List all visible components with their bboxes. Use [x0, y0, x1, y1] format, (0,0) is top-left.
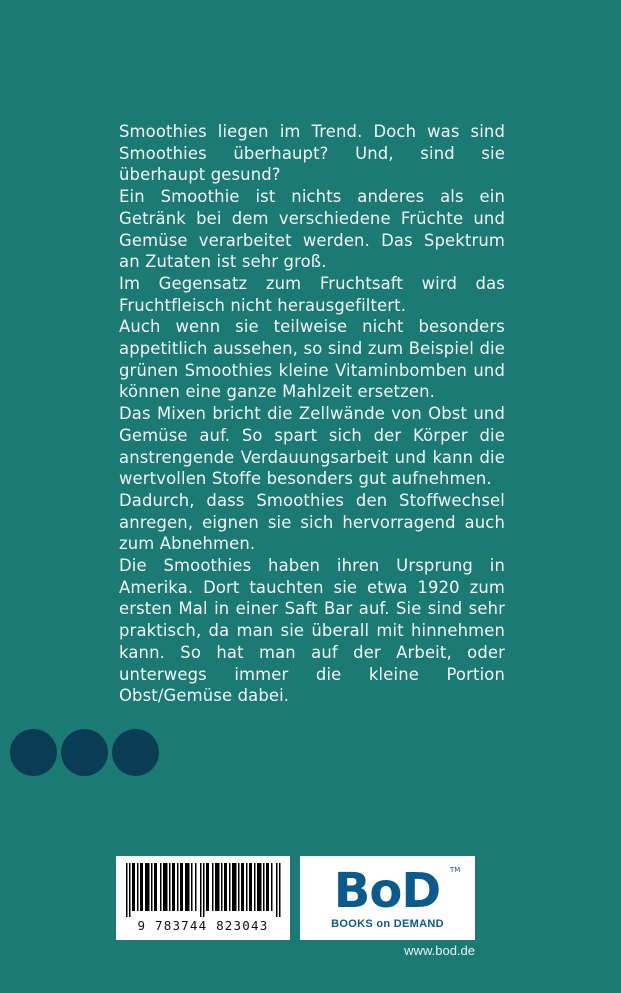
dot-shape [10, 729, 57, 776]
isbn-barcode [116, 856, 290, 940]
publisher-logo-box [300, 856, 475, 940]
isbn-number: 9 783744 823043 [137, 918, 269, 933]
publisher-logo: BoD [333, 863, 441, 919]
back-cover-blurb [119, 121, 505, 707]
publisher-tagline: BOOKS on DEMAND [331, 918, 444, 930]
blurb-paragraph: Smoothies liegen im Trend. Doch was sind Smoothies überhaupt? Und, sind sie überhaupt gesund? [119, 122, 505, 185]
blurb-paragraph: Dadurch, dass Smoothies den Stoffwechsel anregen, eignen sie sich hervorragend auch zum Abnehmen. [119, 490, 505, 554]
trademark-mark: TM [450, 866, 461, 874]
blurb-paragraph: Im Gegensatz zum Fruchtsaft wird das Fruchtfleisch nicht herausgefiltert. [119, 273, 505, 315]
blurb-paragraph: Auch wenn sie teilweise nicht besonders appetitlich aussehen, so sind zum Beispiel die grünen Smoothies kleine Vitaminbomben und können eine ganze Mahlzeit ersetzen. [119, 317, 505, 402]
blurb-paragraph: Das Mixen bricht die Zellwände von Obst und Gemüse auf. So spart sich der Körper die anstrengende Verdauungsarbeit und kann die wertvollen Stoffe besonders gut aufnehmen. [119, 404, 505, 489]
barcode-bars [126, 863, 282, 917]
blurb-paragraph: Ein Smoothie ist nichts anderes als ein Getränk bei dem verschiedene Früchte und Gemüse verarbeitet werden. Das Spektrum an Zutaten ist sehr groß. [119, 187, 505, 272]
dot-shape [61, 729, 108, 776]
dot-shape [112, 729, 159, 776]
publisher-website: www.bod.de [404, 943, 475, 958]
blurb-paragraph: Die Smoothies haben ihren Ursprung in Amerika. Dort tauchten sie etwa 1920 zum ersten Mal in einer Saft Bar auf. Sie sind sehr praktisch, da man sie überall mit hinnehmen kann. So hat man auf der Arbeit, oder unterwegs immer die kleine Portion Obst/Gemüse dabei. [119, 556, 505, 706]
